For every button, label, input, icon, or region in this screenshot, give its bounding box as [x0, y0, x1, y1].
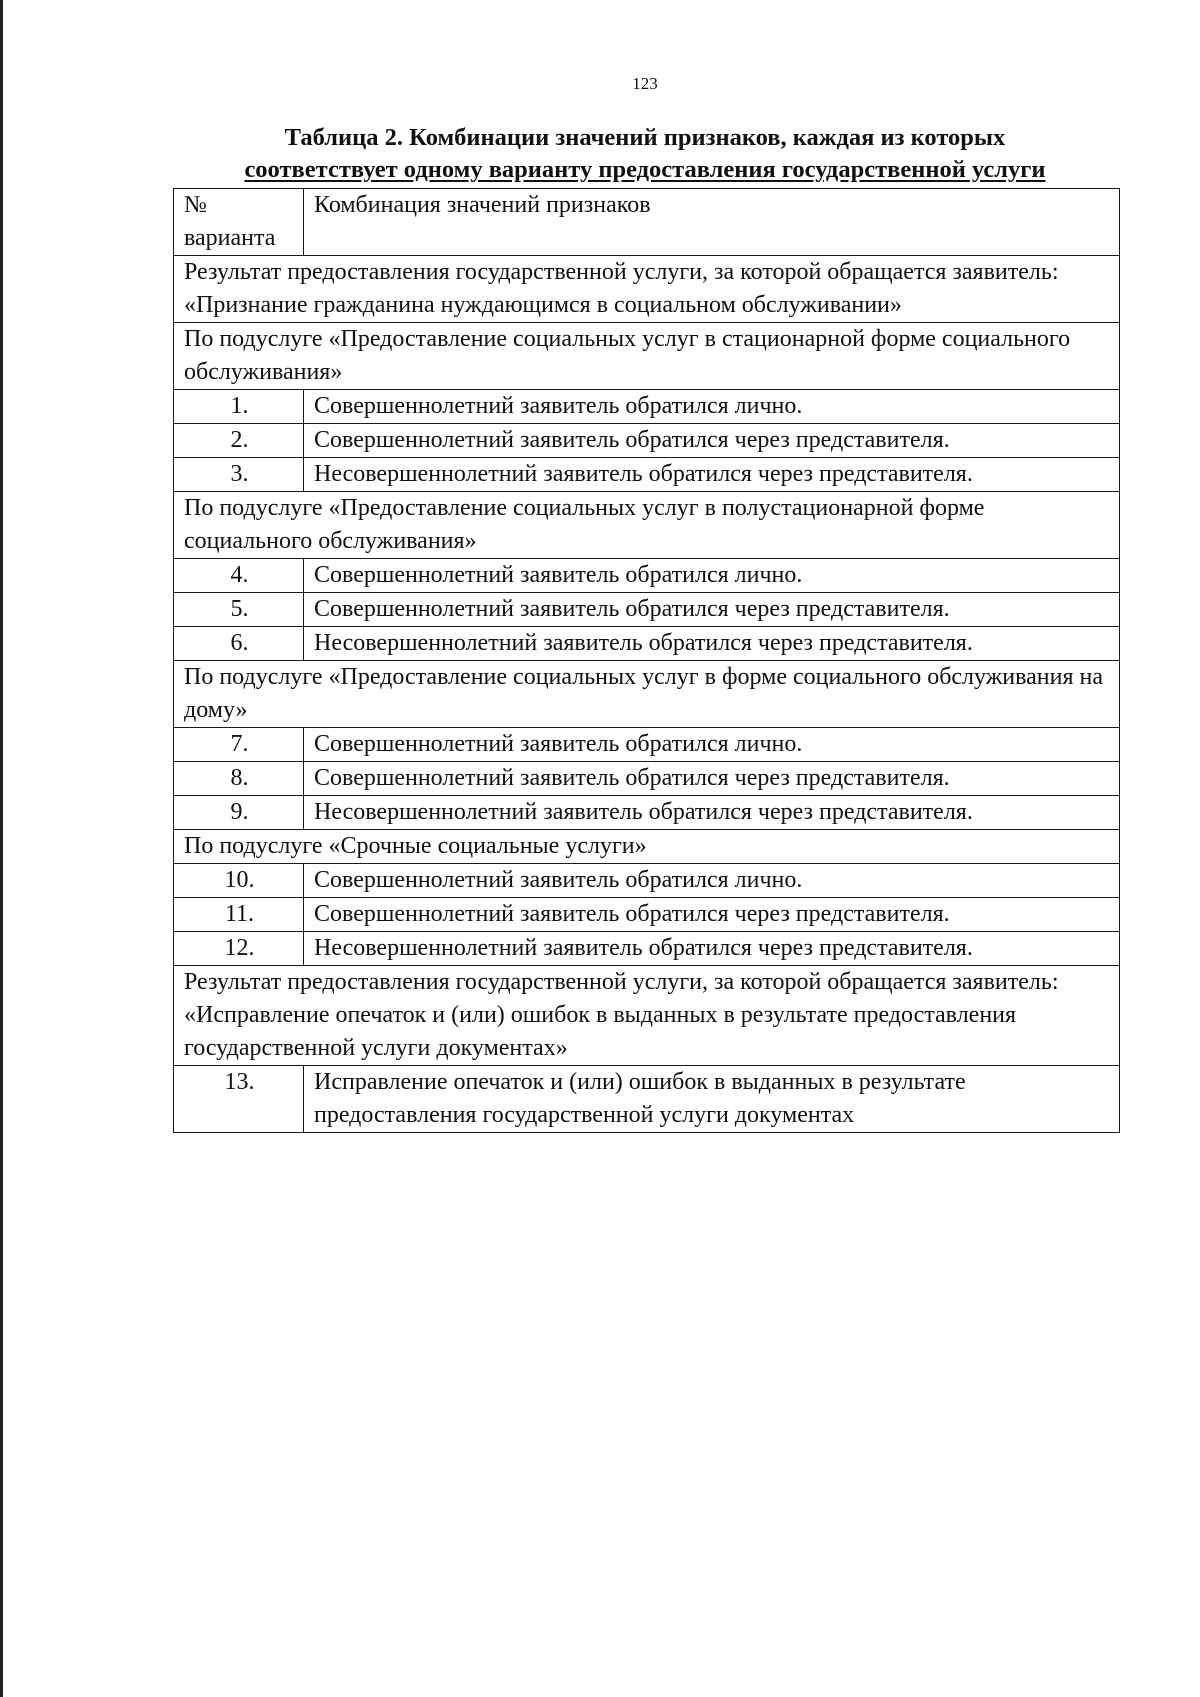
- variant-row: [174, 593, 1120, 627]
- variant-row: [174, 424, 1120, 458]
- variant-text: Несовершеннолетний заявитель обратился через представителя.: [304, 458, 1120, 492]
- group-cell: По подуслуге «Предоставление социальных услуг в форме социального обслуживания на дому»: [174, 661, 1120, 728]
- variant-row: [174, 559, 1120, 593]
- variant-number: 7.: [174, 728, 304, 762]
- group-cell: По подуслуге «Предоставление социальных услуг в полустационарной форме социального обслуживания»: [174, 492, 1120, 559]
- variant-text: Совершеннолетний заявитель обратился лично.: [304, 864, 1120, 898]
- variant-number: 2.: [174, 424, 304, 458]
- variant-row: [174, 627, 1120, 661]
- variant-number: 12.: [174, 932, 304, 966]
- variant-row: [174, 898, 1120, 932]
- variant-number: 3.: [174, 458, 304, 492]
- group-row: [174, 492, 1120, 559]
- variant-number: 6.: [174, 627, 304, 661]
- variant-text: Совершеннолетний заявитель обратился лично.: [304, 728, 1120, 762]
- variant-number: 11.: [174, 898, 304, 932]
- table-header-row: [174, 189, 1120, 256]
- table-title-line-1: Таблица 2. Комбинации значений признаков, каждая из которых: [284, 124, 1006, 151]
- variant-number: 8.: [174, 762, 304, 796]
- header-variant-number-line-2: варианта: [184, 225, 276, 251]
- variant-row: [174, 932, 1120, 966]
- variant-number: 10.: [174, 864, 304, 898]
- variant-row: [174, 728, 1120, 762]
- variant-text: Совершеннолетний заявитель обратился лично.: [304, 559, 1120, 593]
- group-cell: По подуслуге «Предоставление социальных услуг в стационарной форме социального обслуживания»: [174, 323, 1120, 390]
- variant-number: 13.: [174, 1066, 304, 1133]
- group-row: [174, 661, 1120, 728]
- variant-text: Несовершеннолетний заявитель обратился через представителя.: [304, 932, 1120, 966]
- variant-text: Несовершеннолетний заявитель обратился через представителя.: [304, 627, 1120, 661]
- group-row: [174, 323, 1120, 390]
- variant-row: [174, 762, 1120, 796]
- variant-text: Совершеннолетний заявитель обратился лично.: [304, 390, 1120, 424]
- variant-row: [174, 796, 1120, 830]
- group-row: [174, 256, 1120, 323]
- variant-text: Совершеннолетний заявитель обратился через представителя.: [304, 762, 1120, 796]
- variant-text: Исправление опечаток и (или) ошибок в выданных в результате предоставления государственной услуги документах: [304, 1066, 1120, 1133]
- table-title: [170, 122, 1120, 186]
- group-cell: По подуслуге «Срочные социальные услуги»: [174, 830, 1120, 864]
- variant-row: [174, 1066, 1120, 1133]
- header-variant-number: [174, 189, 304, 256]
- header-combination: Комбинация значений признаков: [304, 189, 1120, 256]
- variant-text: Совершеннолетний заявитель обратился через представителя.: [304, 424, 1120, 458]
- variant-row: [174, 864, 1120, 898]
- variant-number: 5.: [174, 593, 304, 627]
- header-variant-number-line-1: №: [184, 192, 207, 218]
- variant-number: 9.: [174, 796, 304, 830]
- variant-text: Совершеннолетний заявитель обратился через представителя.: [304, 593, 1120, 627]
- page-number: 123: [632, 74, 658, 93]
- scan-edge: [0, 0, 3, 1697]
- variant-number: 4.: [174, 559, 304, 593]
- group-cell: Результат предоставления государственной услуги, за которой обращается заявитель: «Признание гражданина нуждающимся в социальном обслуживании»: [174, 256, 1120, 323]
- variant-number: 1.: [174, 390, 304, 424]
- group-row: [174, 830, 1120, 864]
- variant-text: Совершеннолетний заявитель обратился через представителя.: [304, 898, 1120, 932]
- variant-row: [174, 458, 1120, 492]
- variants-table: [173, 188, 1120, 1133]
- group-row: [174, 966, 1120, 1066]
- group-cell: Результат предоставления государственной услуги, за которой обращается заявитель: «Исправление опечаток и (или) ошибок в выданных в результате предоставления государственной услуги документах»: [174, 966, 1120, 1066]
- variant-row: [174, 390, 1120, 424]
- table-title-line-2: соответствует одному варианту предоставления государственной услуги: [244, 156, 1046, 183]
- variant-text: Несовершеннолетний заявитель обратился через представителя.: [304, 796, 1120, 830]
